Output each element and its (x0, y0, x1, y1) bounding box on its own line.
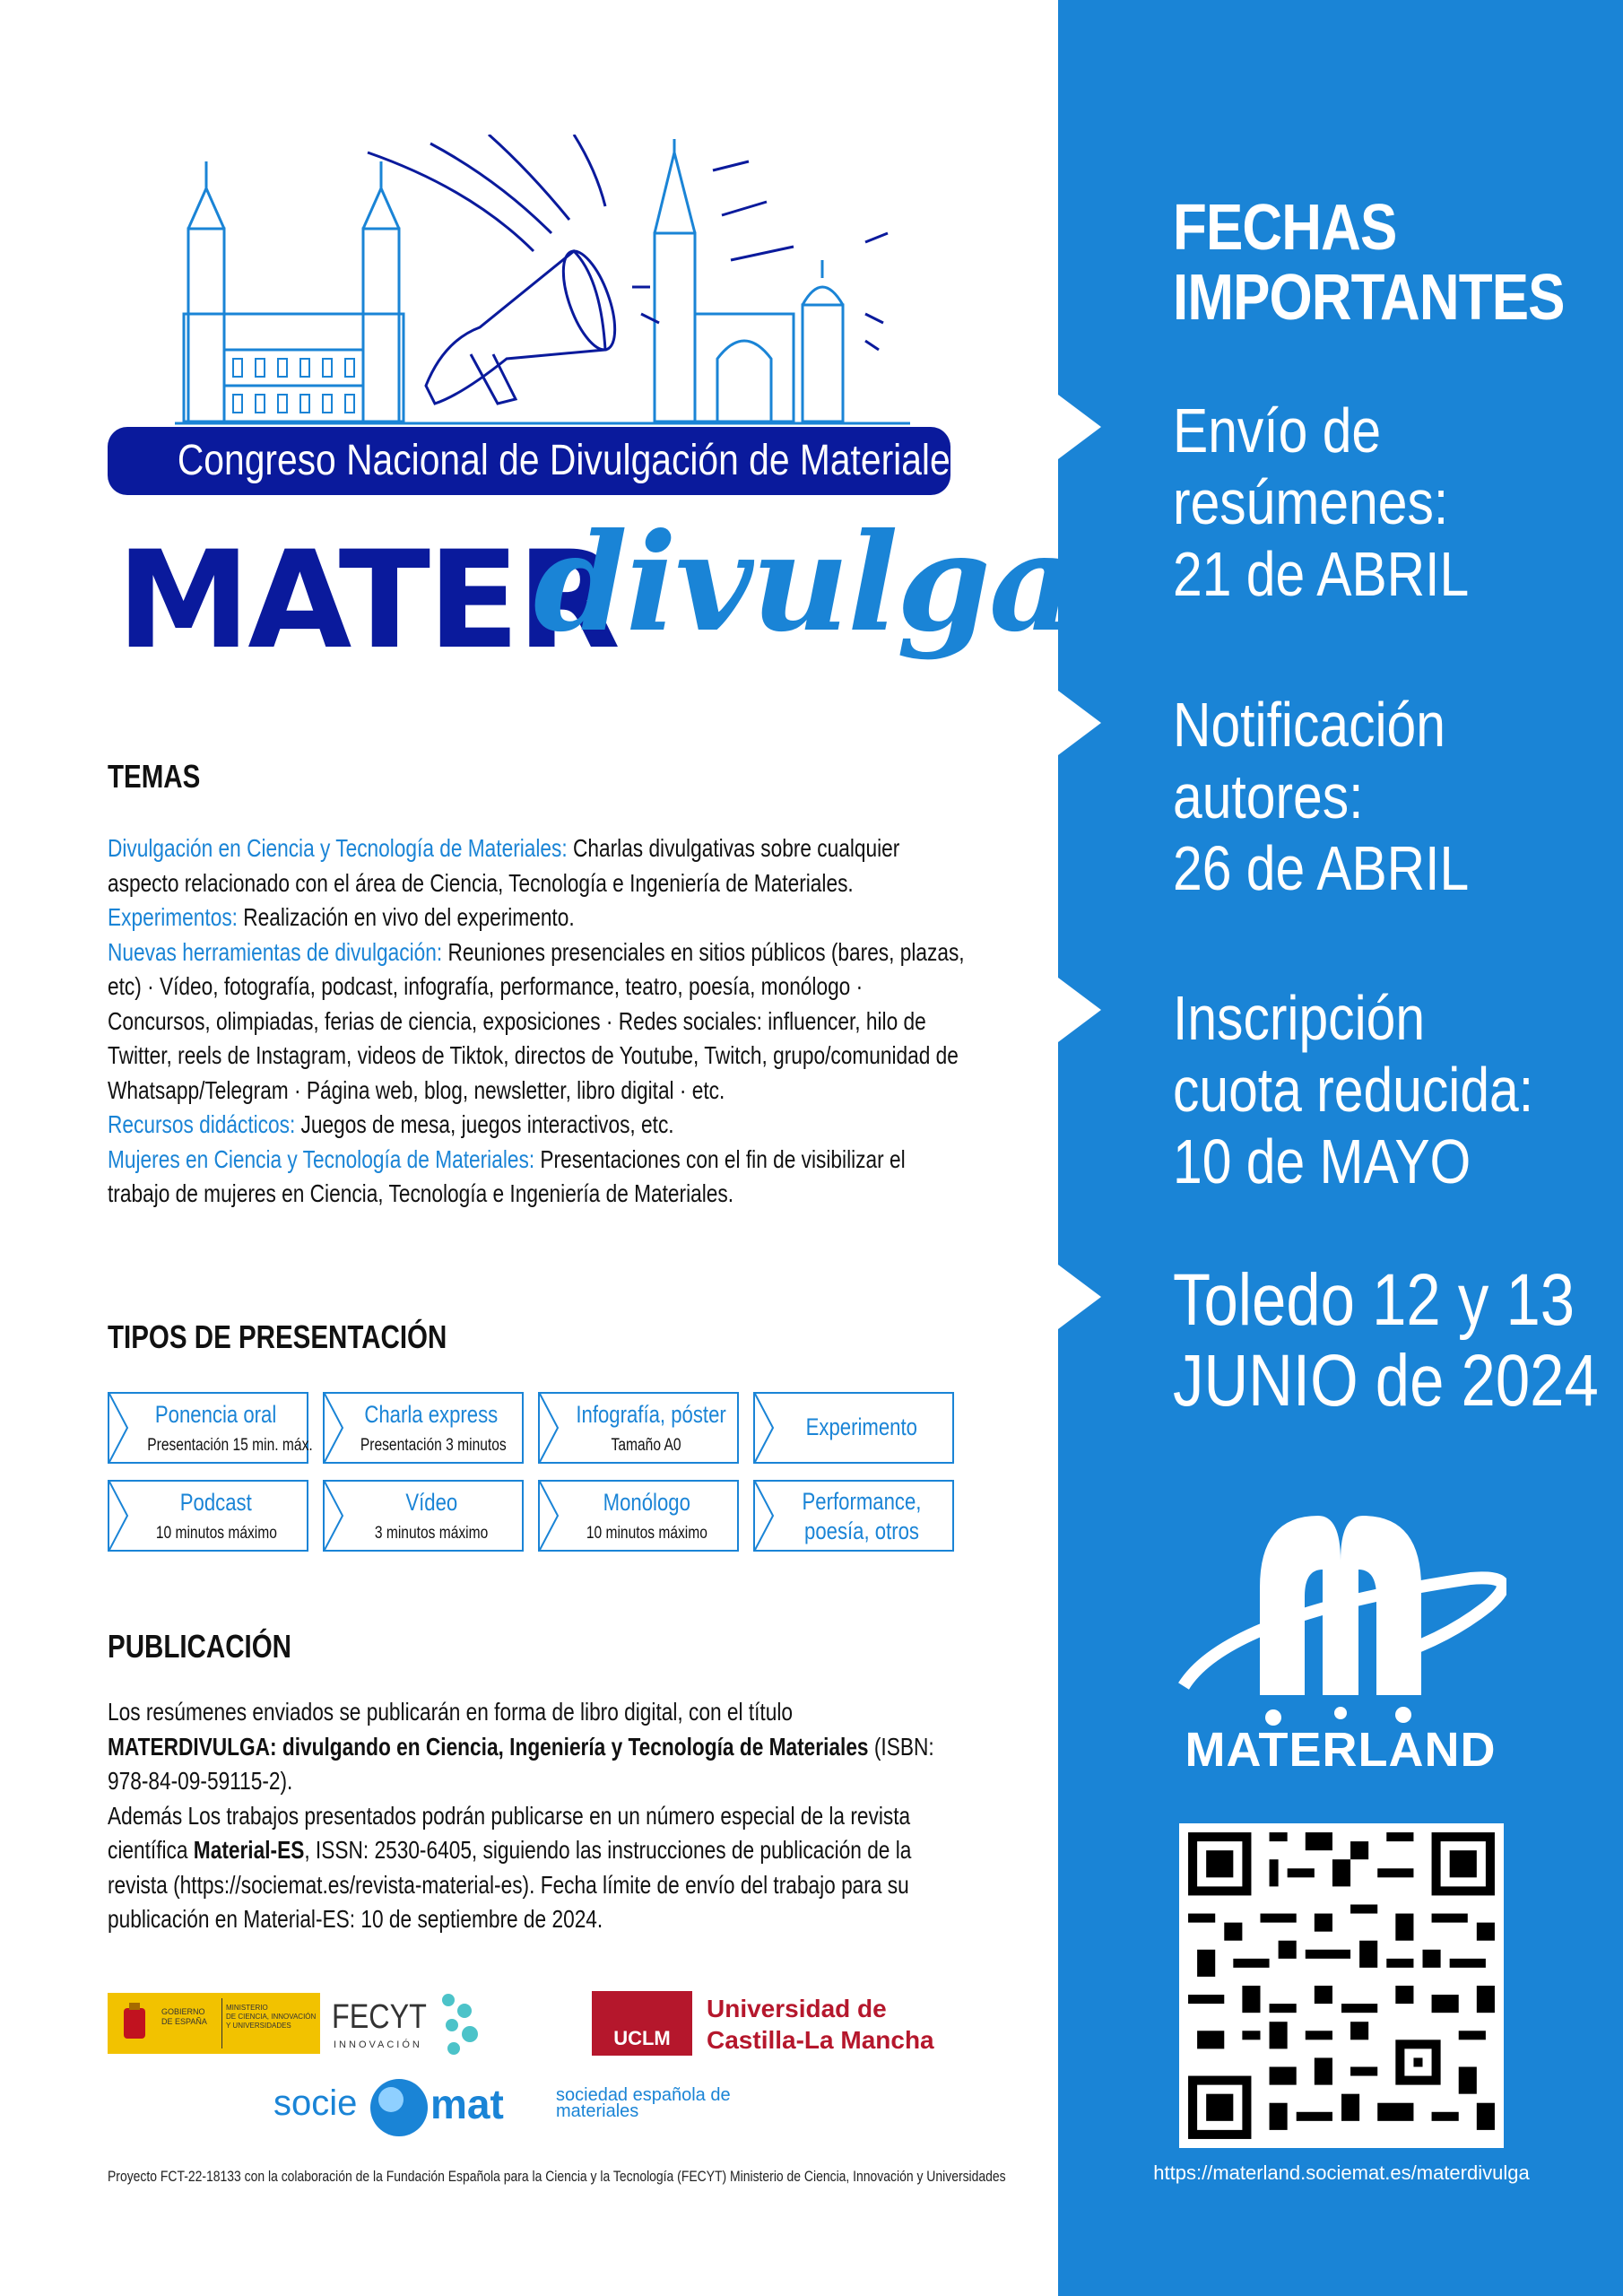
type-experimento (753, 1392, 954, 1464)
sidebar-notch (1058, 1265, 1101, 1329)
date-notification: Notificación autores: 26 de ABRIL (1173, 690, 1470, 903)
tema-text: Presentaciones con el fin de visibilizar el trabajo de mujeres en Ciencia, Tecnología e Ingeniería de Materiales. (108, 1144, 906, 1207)
type-sub: 10 minutos máximo (155, 1524, 277, 1543)
title-divulga: divulga (534, 504, 1075, 662)
type-sub: 3 minutos máximo (374, 1524, 489, 1543)
qr-url[interactable]: https://materland.sociemat.es/materdivulga (1153, 2161, 1530, 2184)
tema-label: Experimentos: (108, 903, 238, 931)
type-sub: Presentación 15 min. máx. (147, 1436, 313, 1455)
type-performance (753, 1480, 954, 1552)
footnote: Proyecto FCT-22-18133 con la colaboración de la Fundación Española para la Ciencia y la Tecnología (FECYT) Ministerio de Ciencia, Innovación y Universidades (108, 2168, 1006, 2185)
temas-body (108, 831, 965, 1212)
type-name: Charla express (364, 1401, 499, 1428)
type-name: Monólogo (603, 1489, 690, 1516)
type-sub: Presentación 3 minutos (360, 1436, 507, 1455)
type-sub: 10 minutos máximo (586, 1524, 707, 1543)
type-name: Infografía, póster (576, 1401, 726, 1428)
type-name: Vídeo (405, 1489, 457, 1516)
type-monologo (538, 1480, 739, 1552)
sidebar-notch (1058, 978, 1101, 1042)
uclm-logo: UCLM (592, 1991, 692, 2056)
coat-of-arms-icon (117, 2001, 152, 2046)
type-name: Podcast (179, 1489, 253, 1516)
book-title: MATERDIVULGA: divulgando en Ciencia, Ingeniería y Tecnología de Materiales (108, 1732, 869, 1761)
type-sub: Tamaño A0 (612, 1436, 681, 1455)
type-infografia (538, 1392, 739, 1464)
fecyt-logo: FECYT INNOVACIÓN (332, 1991, 489, 2058)
tema-text: Juegos de mesa, juegos interactivos, etc. (295, 1110, 674, 1138)
sociemat-logo: socie mat sociedad española de materiales (269, 2076, 807, 2139)
type-charla-express (323, 1392, 524, 1464)
sidebar-notch (1058, 395, 1101, 459)
tema-label: Divulgación en Ciencia y Tecnología de Materiales: (108, 834, 568, 862)
publicacion-body: Los resúmenes enviados se publicarán en forma de libro digital, con el título MATERDIVULGA: divulgando en Ciencia, Ingeniería y Tecnología de Materiales (ISBN: 978-84-09-59115-2). Además Los trabajos presentados podrán publicarse en un número especial de la revista científica Material-ES, ISSN: 2530-6405, siguiendo las instrucciones de publicación de la revista (https://sociemat.es/revista-material-es). Fecha límite de envío del trabajo para su publicación en Material-ES: 10 de septiembre de 2024. (108, 1698, 934, 1933)
tipos-heading: TIPOS DE PRESENTACIÓN (108, 1318, 447, 1355)
temas-heading: TEMAS (108, 758, 201, 795)
dates-heading: FECHAS IMPORTANTES (1173, 192, 1565, 334)
tema-text: Realización en vivo del experimento. (237, 903, 575, 931)
title-mater: MATER (117, 523, 618, 679)
gobierno-logo (108, 1993, 320, 2054)
publicacion-heading: PUBLICACIÓN (108, 1628, 291, 1665)
type-video (323, 1480, 524, 1552)
type-name: Ponencia oral (155, 1401, 277, 1428)
sidebar-notch (1058, 691, 1101, 755)
event-date: Toledo 12 y 13 JUNIO de 2024 (1173, 1259, 1599, 1422)
type-ponencia-oral (108, 1392, 313, 1464)
tema-label: Nuevas herramientas de divulgación: (108, 937, 443, 966)
ministry-text: MINISTERIO DE CIENCIA, INNOVACIÓN Y UNIVERSIDADES (226, 2004, 317, 2030)
date-abstracts: Envío de resúmenes: 21 de ABRIL (1173, 396, 1470, 609)
journal-name: Material-ES (193, 1836, 305, 1864)
type-podcast (108, 1480, 308, 1552)
type-name: Performance, poesía, otros (802, 1488, 922, 1544)
gob-text: GOBIERNO DE ESPAÑA (161, 2007, 207, 2026)
tema-text: Charlas divulgativas sobre cualquier aspecto relacionado con el área de Ciencia, Tecnología e Ingeniería de Materiales. (108, 834, 900, 897)
date-registration: Inscripción cuota reducida: 10 de MAYO (1173, 983, 1534, 1196)
materland-brand: MATERLAND (1185, 1723, 1497, 1777)
fecyt-dots-icon (438, 1991, 491, 2058)
tema-text: Reuniones presenciales en sitios públicos (bares, plazas, etc) · Vídeo, fotografía, podcast, infografía, performance, teatro, poesía, monólogo · Concursos, olimpiadas, ferias de ciencia, exposiciones · Redes sociales: influencer, hilo de Twitter, reels de Instagram, videos de Tiktok, directos de Youtube, Twitch, grupo/comunidad de Whatsapp/Telegram · Página web, blog, newsletter, libro digital · etc. (108, 937, 965, 1104)
sociemat-sphere-icon (368, 2076, 430, 2139)
congress-banner-text: Congreso Nacional de Divulgación de Materiales (177, 437, 969, 484)
tema-label: Recursos didácticos: (108, 1110, 296, 1138)
toledo-skyline-icon (175, 135, 910, 430)
sociemat-sub: sociedad española de materiales (556, 2085, 731, 2121)
uclm-name: Universidad de Castilla-La Mancha (707, 1995, 934, 2054)
qr-code-icon (1179, 1823, 1504, 2148)
tema-label: Mujeres en Ciencia y Tecnología de Materiales: (108, 1144, 535, 1173)
presentation-types-grid (108, 1392, 955, 1553)
type-name: Experimento (805, 1413, 918, 1440)
